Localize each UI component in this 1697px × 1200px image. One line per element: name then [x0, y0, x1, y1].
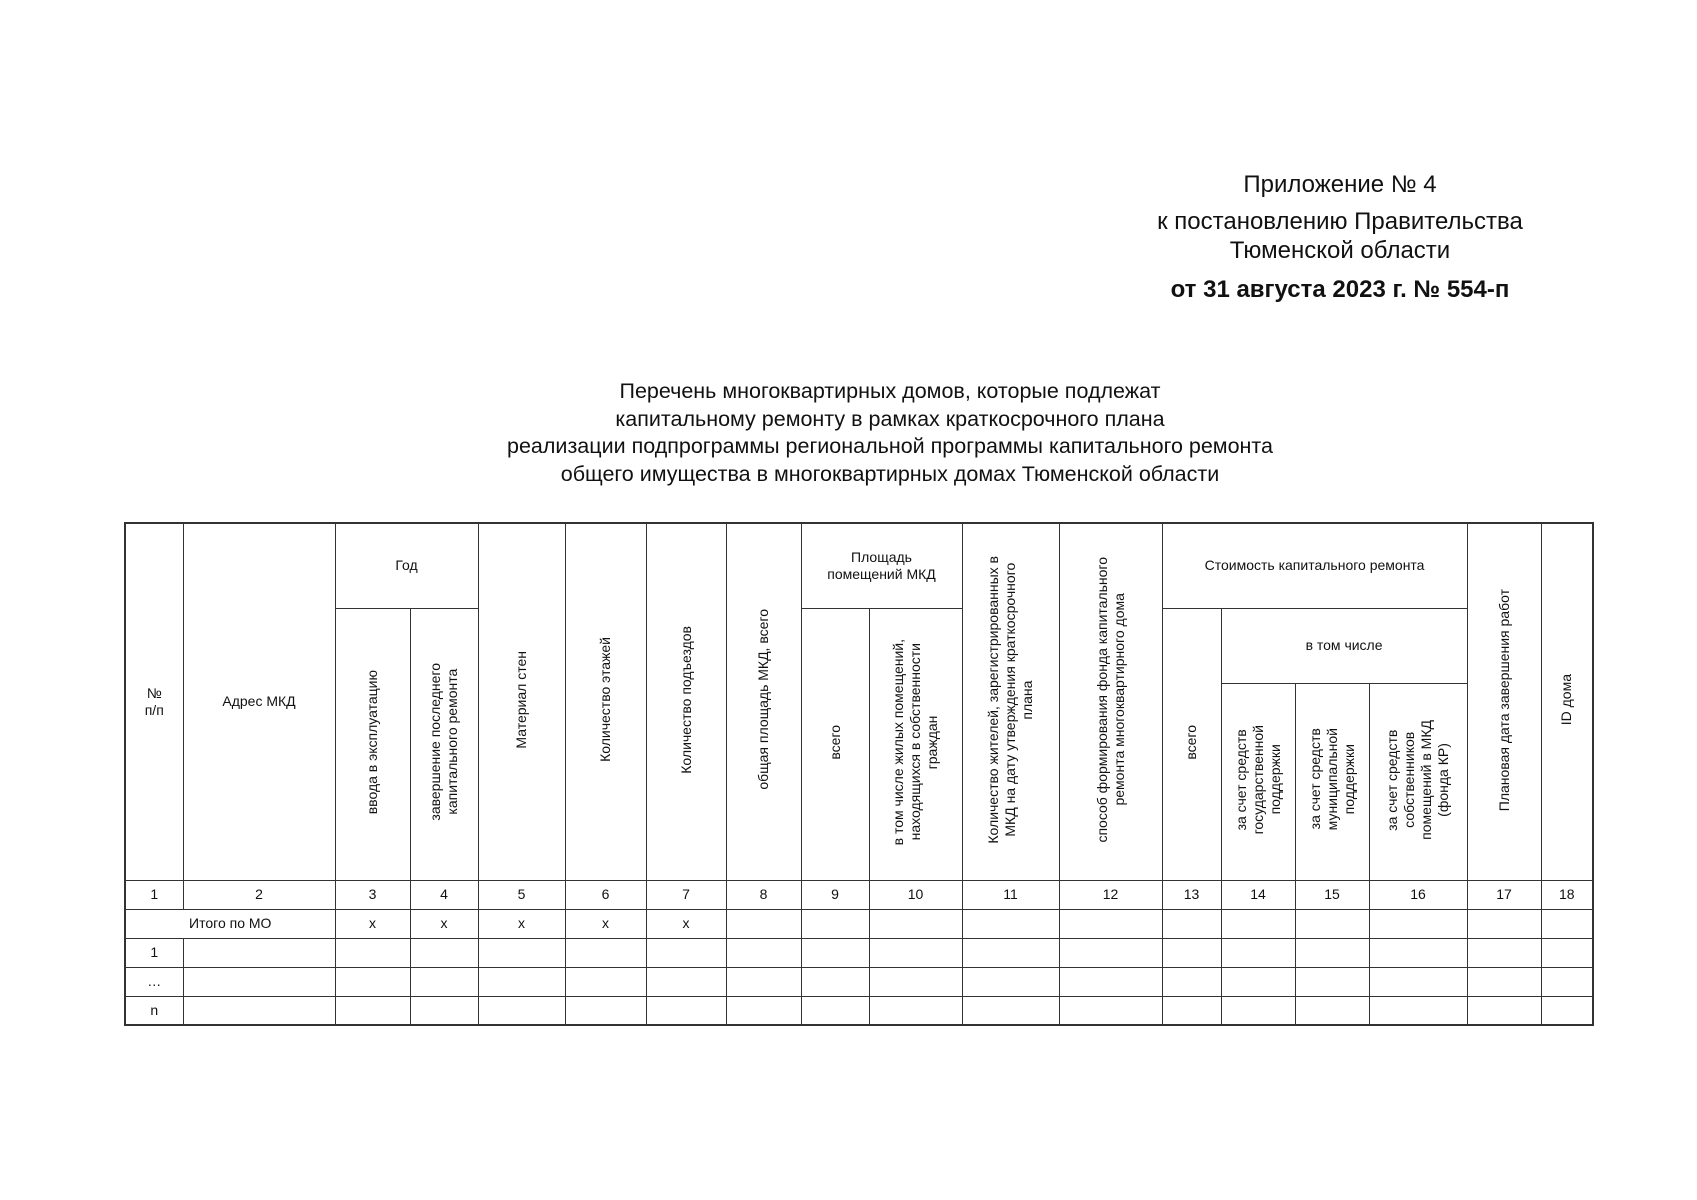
table-row-total: [125, 909, 1593, 938]
table-cell: [1467, 938, 1541, 967]
table-cell: [565, 996, 646, 1025]
table-cell: [1541, 938, 1593, 967]
header-cost-municipal: за счет средств муниципальной поддержки: [1295, 683, 1369, 880]
row-number: 1: [125, 938, 183, 967]
header-cost-total: всего: [1162, 608, 1221, 880]
table-cell: [962, 909, 1059, 938]
table-cell: [478, 938, 565, 967]
column-number: 12: [1059, 880, 1162, 909]
table-cell: x: [410, 909, 478, 938]
table-cell: [478, 967, 565, 996]
header-cost-state: за счет средств государственной поддержки: [1221, 683, 1295, 880]
header-area-group: Площадь помещений МКД: [801, 523, 962, 608]
appendix-decree: от 31 августа 2023 г. № 554-п: [1170, 276, 1510, 303]
table-cell: [335, 996, 410, 1025]
table-cell: [1369, 909, 1467, 938]
table-cell: [410, 967, 478, 996]
table-cell: [962, 996, 1059, 1025]
header-num: № п/п: [125, 523, 183, 880]
header-area-total: всего: [801, 608, 869, 880]
table-cell: [801, 967, 869, 996]
column-number: 11: [962, 880, 1059, 909]
table-cell: [1162, 909, 1221, 938]
table-cell: [801, 938, 869, 967]
table-cell: [410, 938, 478, 967]
table-cell: [1295, 967, 1369, 996]
header-area-residential: в том числе жилых помещений, находящихся в собственности граждан: [869, 608, 962, 880]
table-cell: [726, 996, 801, 1025]
table-cell: [1221, 996, 1295, 1025]
column-numbers-row: [125, 880, 1593, 909]
table-cell: [869, 967, 962, 996]
title-line: реализации подпрограммы региональной программы капитального ремонта: [507, 434, 1273, 458]
header-year-commission: ввода в эксплуатацию: [335, 608, 410, 880]
houses-table: [124, 522, 1594, 1026]
table-cell: [1541, 909, 1593, 938]
header-year-last-repair: завершение последнего капитального ремонта: [410, 608, 478, 880]
table-cell: [335, 967, 410, 996]
table-cell: [1369, 967, 1467, 996]
table-cell: [1162, 967, 1221, 996]
header-floors: Количество этажей: [565, 523, 646, 880]
table-cell: [1541, 996, 1593, 1025]
header-house-id: ID дома: [1541, 523, 1593, 880]
table-cell: [962, 967, 1059, 996]
table-cell: [801, 996, 869, 1025]
table-cell: [183, 996, 335, 1025]
table-cell: [1295, 938, 1369, 967]
header-planned-date: Плановая дата завершения работ: [1467, 523, 1541, 880]
title-line: Перечень многоквартирных домов, которые подлежат: [619, 379, 1161, 403]
table-cell: [1162, 996, 1221, 1025]
table-cell: [1467, 996, 1541, 1025]
header-residents: Количество жителей, зарегистрированных в МКД на дату утверждения краткосрочного плана: [962, 523, 1059, 880]
column-number: 3: [335, 880, 410, 909]
table-row: [125, 967, 1593, 996]
table-cell: [1295, 909, 1369, 938]
appendix-number: Приложение № 4: [1243, 171, 1437, 198]
table-cell: [646, 938, 726, 967]
column-number: 8: [726, 880, 801, 909]
table-cell: [726, 938, 801, 967]
table-cell: x: [478, 909, 565, 938]
column-number: 13: [1162, 880, 1221, 909]
table-cell: [1369, 938, 1467, 967]
title-line: капитальному ремонту в рамках краткосрочного плана: [615, 406, 1165, 431]
header-cost-including: в том числе: [1221, 608, 1467, 683]
table-cell: [646, 967, 726, 996]
column-number: 10: [869, 880, 962, 909]
header-cost-group: Стоимость капитального ремонта: [1162, 523, 1467, 608]
table-cell: [869, 996, 962, 1025]
column-number: 18: [1541, 880, 1593, 909]
column-number: 17: [1467, 880, 1541, 909]
header-wall-material: Материал стен: [478, 523, 565, 880]
header-entrances: Количество подъездов: [646, 523, 726, 880]
column-number: 4: [410, 880, 478, 909]
table-cell: [1059, 967, 1162, 996]
table-cell: [1221, 938, 1295, 967]
table-cell: [565, 967, 646, 996]
column-number: 16: [1369, 880, 1467, 909]
table-cell: [1221, 909, 1295, 938]
table-cell: [726, 909, 801, 938]
table-cell: [1059, 938, 1162, 967]
table-cell: [1059, 996, 1162, 1025]
document-title: [400, 378, 1380, 488]
table-cell: [183, 967, 335, 996]
table-cell: [646, 996, 726, 1025]
table-cell: [962, 938, 1059, 967]
table-cell: [565, 938, 646, 967]
appendix-to-decree: к постановлению Правительства Тюменской области: [1157, 208, 1523, 264]
header-cost-owners: за счет средств собственников помещений в МКД (фонда КР): [1369, 683, 1467, 880]
table-cell: [1162, 938, 1221, 967]
table-cell: [335, 938, 410, 967]
column-number: 2: [183, 880, 335, 909]
column-number: 9: [801, 880, 869, 909]
header-year-group: Год: [335, 523, 478, 608]
table-cell: [1467, 967, 1541, 996]
header-address: Адрес МКД: [183, 523, 335, 880]
table-cell: [801, 909, 869, 938]
table-cell: [410, 996, 478, 1025]
table-cell: x: [335, 909, 410, 938]
table-cell: [869, 938, 962, 967]
row-number: …: [125, 967, 183, 996]
table-row: [125, 938, 1593, 967]
table-cell: [1059, 909, 1162, 938]
table-cell: [478, 996, 565, 1025]
column-number: 15: [1295, 880, 1369, 909]
table-cell: [1369, 996, 1467, 1025]
table-cell: x: [565, 909, 646, 938]
title-line: общего имущества в многоквартирных домах Тюменской области: [560, 461, 1220, 486]
header-total-area: общая площадь МКД, всего: [726, 523, 801, 880]
column-number: 6: [565, 880, 646, 909]
column-number: 1: [125, 880, 183, 909]
header-fund-method: способ формирования фонда капитального ремонта многоквартирного дома: [1059, 523, 1162, 880]
table-cell: [1221, 967, 1295, 996]
total-label: Итого по МО: [125, 909, 335, 938]
table-cell: [183, 938, 335, 967]
table-cell: [726, 967, 801, 996]
table-cell: [1467, 909, 1541, 938]
table-cell: [1295, 996, 1369, 1025]
table-cell: x: [646, 909, 726, 938]
row-number: n: [125, 996, 183, 1025]
table-cell: [869, 909, 962, 938]
table-row: [125, 996, 1593, 1025]
column-number: 14: [1221, 880, 1295, 909]
column-number: 5: [478, 880, 565, 909]
column-number: 7: [646, 880, 726, 909]
appendix-header: [1120, 170, 1560, 304]
table-cell: [1541, 967, 1593, 996]
